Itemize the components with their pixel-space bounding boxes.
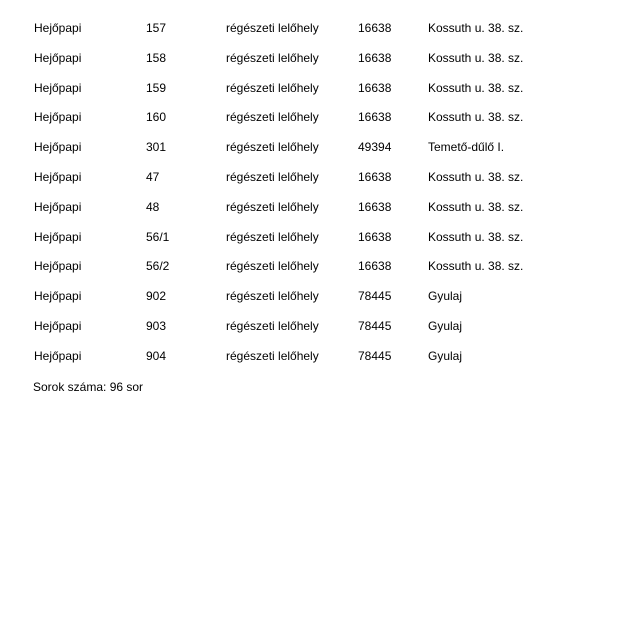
- cell-site-name: Kossuth u. 38. sz.: [428, 80, 524, 95]
- cell-parcel-number: 159: [146, 80, 167, 95]
- cell-settlement: Hejőpapi: [34, 80, 82, 95]
- cell-site-id: 16638: [358, 259, 392, 274]
- cell-type: régészeti lelőhely: [226, 50, 319, 65]
- cell-settlement: Hejőpapi: [34, 110, 82, 125]
- cell-parcel-number: 48: [146, 199, 160, 214]
- cell-site-name: Kossuth u. 38. sz.: [428, 199, 524, 214]
- cell-type: régészeti lelőhely: [226, 169, 319, 184]
- cell-site-name: Kossuth u. 38. sz.: [428, 169, 524, 184]
- cell-parcel-number: 903: [146, 318, 167, 333]
- cell-settlement: Hejőpapi: [34, 348, 82, 363]
- cell-site-id: 16638: [358, 80, 392, 95]
- cell-site-id: 16638: [358, 229, 392, 244]
- cell-site-id: 16638: [358, 21, 392, 35]
- cell-site-id: 16638: [358, 50, 392, 65]
- cell-settlement: Hejőpapi: [34, 259, 82, 274]
- cell-type: régészeti lelőhely: [226, 229, 319, 244]
- cell-parcel-number: 904: [146, 348, 167, 363]
- cell-type: régészeti lelőhely: [226, 199, 319, 214]
- cell-site-id: 49394: [358, 140, 392, 155]
- cell-parcel-number: 902: [146, 289, 167, 304]
- cell-parcel-number: 160: [146, 110, 167, 125]
- cell-settlement: Hejőpapi: [34, 21, 82, 35]
- cell-settlement: Hejőpapi: [34, 50, 82, 65]
- cell-site-id: 16638: [358, 169, 392, 184]
- cell-site-id: 16638: [358, 110, 392, 125]
- cell-type: régészeti lelőhely: [226, 289, 319, 304]
- cell-type: régészeti lelőhely: [226, 21, 319, 35]
- cell-settlement: Hejőpapi: [34, 229, 82, 244]
- cell-site-name: Gyulaj: [428, 318, 463, 333]
- cell-type: régészeti lelőhely: [226, 140, 319, 155]
- cell-site-id: 78445: [358, 318, 392, 333]
- cell-parcel-number: 56/2: [146, 259, 170, 274]
- cell-settlement: Hejőpapi: [34, 199, 82, 214]
- cell-settlement: Hejőpapi: [34, 169, 82, 184]
- cell-settlement: Hejőpapi: [34, 318, 82, 333]
- cell-parcel-number: 47: [146, 169, 160, 184]
- cell-settlement: Hejőpapi: [34, 289, 82, 304]
- row-count-text: Sorok száma: 96 sor: [33, 380, 144, 394]
- cell-settlement: Hejőpapi: [34, 140, 82, 155]
- cell-site-name: Gyulaj: [428, 289, 463, 304]
- cell-type: régészeti lelőhely: [226, 80, 319, 95]
- cell-site-name: Gyulaj: [428, 348, 463, 363]
- cell-site-name: Temető-dűlő I.: [428, 140, 505, 155]
- cell-site-name: Kossuth u. 38. sz.: [428, 229, 524, 244]
- cell-parcel-number: 158: [146, 50, 167, 65]
- cell-site-id: 16638: [358, 199, 392, 214]
- cell-parcel-number: 56/1: [146, 229, 170, 244]
- cell-parcel-number: 301: [146, 140, 167, 155]
- cell-site-name: Kossuth u. 38. sz.: [428, 259, 524, 274]
- cell-site-name: Kossuth u. 38. sz.: [428, 50, 524, 65]
- cell-type: régészeti lelőhely: [226, 110, 319, 125]
- cell-site-name: Kossuth u. 38. sz.: [428, 21, 524, 35]
- cell-type: régészeti lelőhely: [226, 259, 319, 274]
- cell-type: régészeti lelőhely: [226, 318, 319, 333]
- cell-site-id: 78445: [358, 289, 392, 304]
- cell-site-id: 78445: [358, 348, 392, 363]
- cell-site-name: Kossuth u. 38. sz.: [428, 110, 524, 125]
- cell-parcel-number: 157: [146, 21, 167, 35]
- cell-type: régészeti lelőhely: [226, 348, 319, 363]
